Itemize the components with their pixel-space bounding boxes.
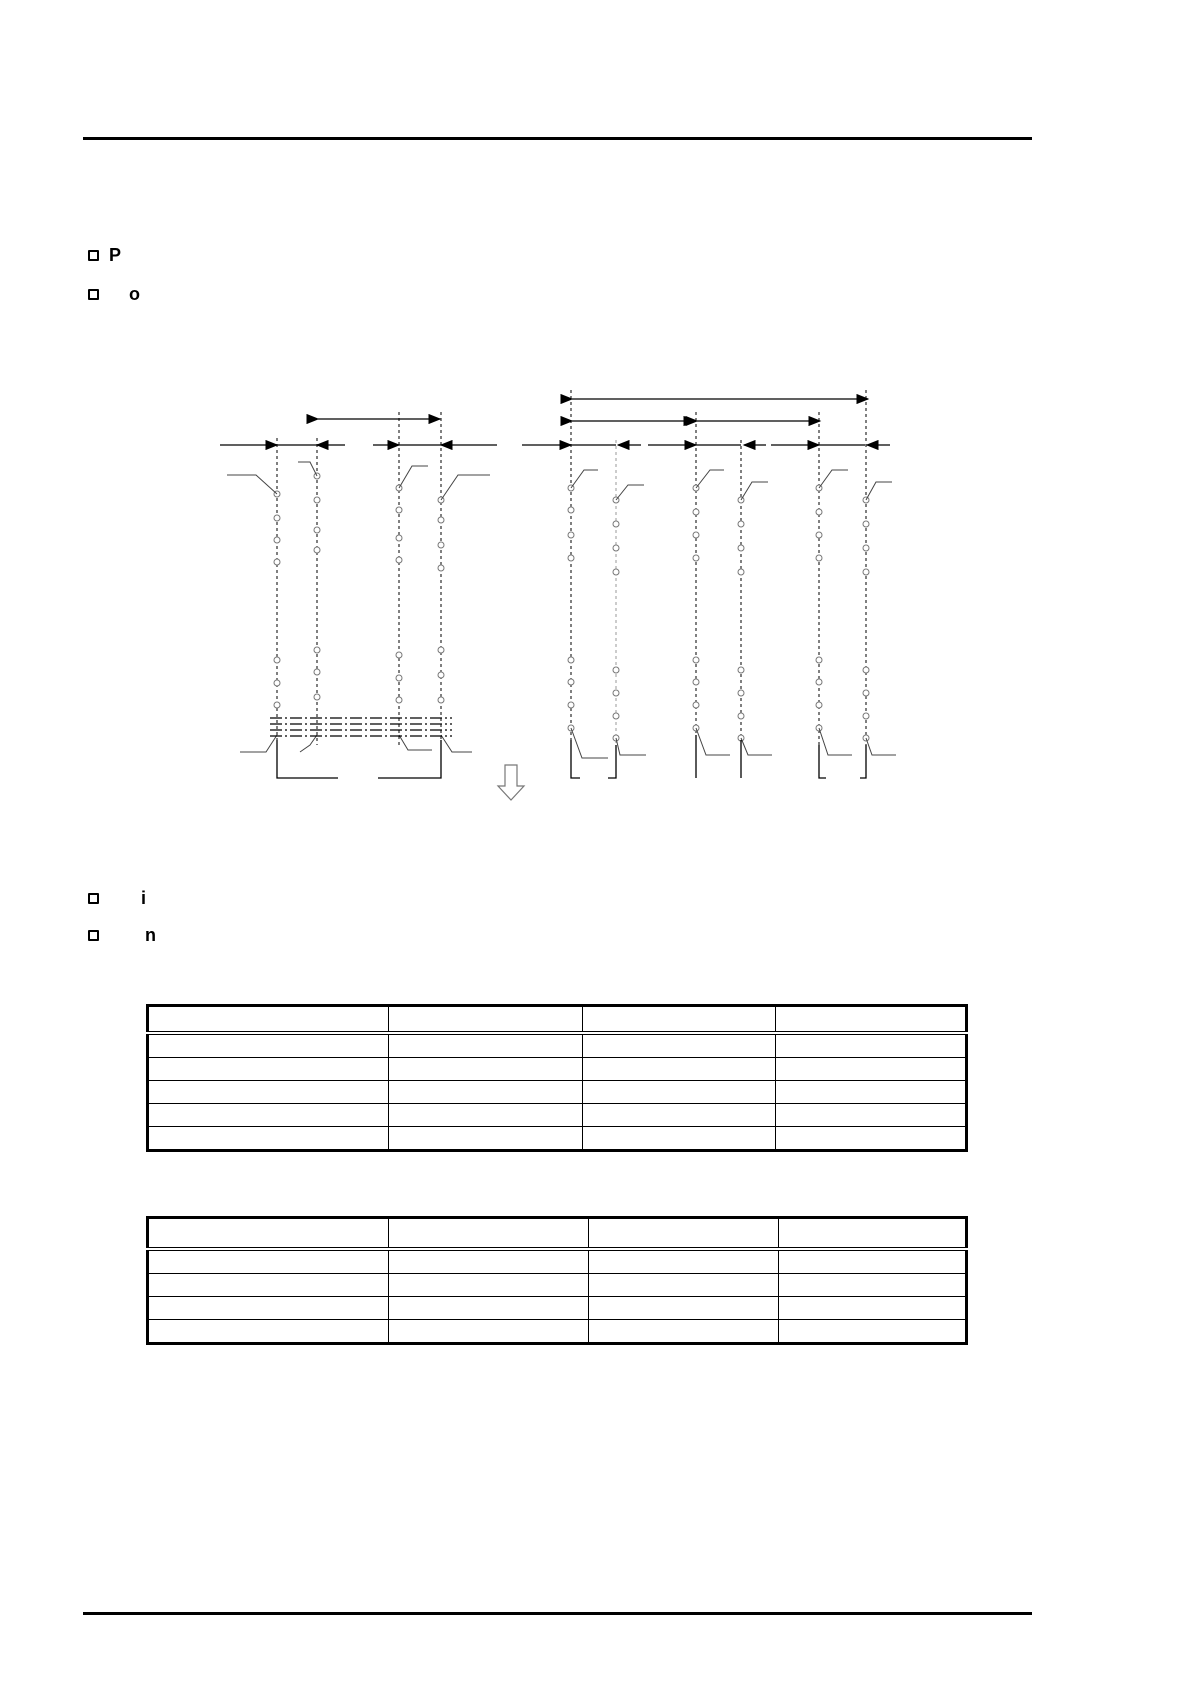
bullet-text: i xyxy=(141,888,147,908)
spec-table-2 xyxy=(146,1216,968,1345)
timing-diagram xyxy=(0,380,1190,810)
table-header-row xyxy=(148,1006,967,1034)
bullet-text: P xyxy=(109,245,122,265)
table-row xyxy=(148,1249,967,1274)
bullet-item-2 xyxy=(88,284,140,304)
table-row xyxy=(148,1297,967,1320)
spec-table-1 xyxy=(146,1004,968,1152)
table-row xyxy=(148,1058,967,1081)
table-row xyxy=(148,1081,967,1104)
down-arrow-icon xyxy=(498,765,524,800)
bottom-brackets xyxy=(277,735,866,778)
leader-lines xyxy=(227,462,896,758)
checkbox-bullet-icon xyxy=(88,250,99,261)
bullet-item-1 xyxy=(88,245,121,265)
checkbox-bullet-icon xyxy=(88,289,99,300)
checkbox-bullet-icon xyxy=(88,930,99,941)
table-row xyxy=(148,1274,967,1297)
table-row xyxy=(148,1320,967,1344)
top-rule xyxy=(83,137,1032,140)
table-header-row xyxy=(148,1218,967,1250)
table-row xyxy=(148,1127,967,1151)
table-row xyxy=(148,1104,967,1127)
dashed-guides xyxy=(277,390,866,780)
bullet-text: n xyxy=(145,925,156,945)
dash-dot-band xyxy=(270,718,452,736)
bullet-text: o xyxy=(129,284,140,304)
checkbox-bullet-icon xyxy=(88,893,99,904)
table-row xyxy=(148,1033,967,1058)
bullet-item-3 xyxy=(88,888,146,908)
dimension-arrows xyxy=(220,399,890,445)
bottom-rule xyxy=(83,1612,1032,1615)
bullet-item-4 xyxy=(88,925,156,945)
